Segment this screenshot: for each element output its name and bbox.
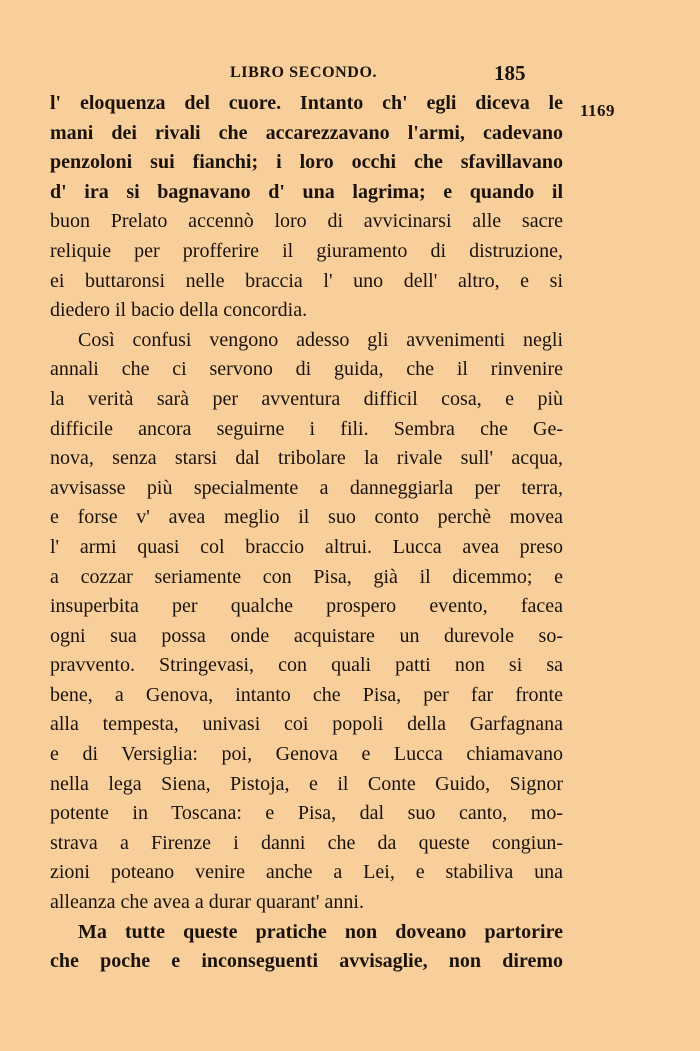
text-line: penzoloni sui fianchi; i loro occhi che sfavillavano	[50, 151, 563, 174]
text-line: reliquie per profferire il giuramento di distruzione,	[50, 239, 563, 262]
text-line: annali che ci servono di guida, che il rinvenire	[50, 358, 563, 381]
text-line: alla tempesta, univasi coi popoli della Garfagnana	[50, 713, 563, 736]
text-line: avvisasse più specialmente a danneggiarla per terra,	[50, 476, 563, 499]
page-number: 185	[494, 61, 526, 85]
text-line: nella lega Siena, Pistoja, e il Conte Guido, Signor	[50, 772, 563, 795]
text-line: mani dei rivali che accarezzavano l'armi, cadevano	[50, 121, 563, 144]
text-line: l' eloquenza del cuore. Intanto ch' egli diceva le	[50, 92, 563, 114]
text-line: d' ira si bagnavano d' una lagrima; e quando il	[50, 180, 563, 203]
text-line: che poche e inconseguenti avvisaglie, non diremo	[50, 950, 563, 973]
text-line: l' armi quasi col braccio altrui. Lucca avea preso	[50, 535, 563, 558]
text-line: diedero il bacio della concordia.	[50, 299, 308, 322]
text-line: a cozzar seriamente con Pisa, già il dicemmo; e	[50, 565, 563, 588]
paragraph	[50, 207, 563, 325]
text-line: zioni poteano venire anche a Lei, e stabiliva una	[50, 861, 563, 884]
text-line: ei buttaronsi nelle braccia l' uno dell' altro, e si	[50, 269, 563, 292]
running-title: LIBRO SECONDO.	[230, 64, 378, 81]
running-head	[0, 61, 700, 88]
text-line: pravvento. Stringevasi, con quali patti non si sa	[50, 654, 563, 677]
paragraph	[50, 89, 563, 207]
text-line: e di Versiglia: poi, Genova e Lucca chiamavano	[50, 743, 563, 766]
text-line: difficile ancora seguirne i fili. Sembra che Ge-	[50, 417, 563, 440]
text-line: ogni sua possa onde acquistare un durevole so-	[50, 624, 563, 647]
paragraph	[50, 918, 563, 977]
text-line: alleanza che avea a durar quarant' anni.	[50, 891, 364, 914]
text-line: strava a Firenze i danni che da queste congiun-	[50, 831, 563, 854]
text-line: Così confusi vengono adesso gli avvenimenti negli	[78, 328, 563, 351]
paragraph	[50, 326, 563, 918]
text-line: potente in Toscana: e Pisa, dal suo canto, mo-	[50, 802, 563, 825]
body-text	[50, 89, 563, 977]
margin-date-note: 1169	[580, 101, 616, 120]
text-line: buon Prelato accennò loro di avvicinarsi alle sacre	[50, 210, 563, 233]
text-line: nova, senza starsi dal tribolare la rivale sull' acqua,	[50, 447, 563, 470]
text-line: bene, a Genova, intanto che Pisa, per far fronte	[50, 683, 563, 706]
text-line: e forse v' avea meglio il suo conto perchè movea	[50, 506, 563, 529]
text-line: la verità sarà per avventura difficil cosa, e più	[50, 387, 563, 410]
text-line: Ma tutte queste pratiche non doveano partorire	[78, 920, 563, 943]
text-line: insuperbita per qualche prospero evento, facea	[50, 595, 563, 618]
